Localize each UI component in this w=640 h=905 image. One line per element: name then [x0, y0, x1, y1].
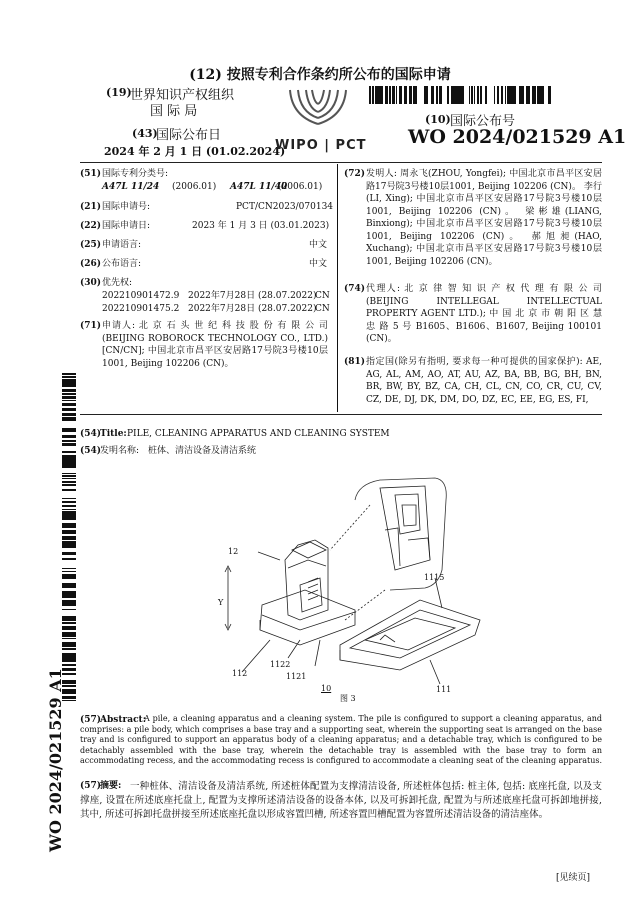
pub-date-label: 国际公布日: [156, 128, 222, 143]
barcode-bar: [62, 664, 76, 666]
barcode-bar: [62, 461, 76, 463]
barcode-bar: [509, 86, 511, 104]
barcode-bar: [62, 389, 76, 390]
barcode-bar: [62, 568, 76, 569]
barcode-bar: [455, 86, 456, 104]
barcode-bar: [62, 481, 76, 483]
barcode-bar: [62, 546, 76, 548]
org-code: (19): [106, 86, 132, 99]
barcode-bar: [62, 476, 76, 477]
header-rule: [80, 162, 602, 163]
barcode-bar: [409, 86, 411, 104]
barcode-bar: [62, 430, 76, 431]
barcode-bar: [62, 527, 76, 528]
barcode-bar: [541, 86, 542, 104]
priority-number: 202210901475.2: [102, 304, 180, 314]
side-publication-number: WO 2024/021529 A1: [46, 668, 65, 852]
barcode-bar: [62, 436, 76, 438]
barcode-bar: [469, 86, 470, 104]
barcode-bar: [62, 629, 76, 630]
barcode-bar: [62, 660, 76, 661]
barcode-bar: [392, 86, 393, 104]
barcode-bar: [62, 428, 76, 430]
barcode-bar: [62, 403, 76, 404]
barcode-bar: [62, 600, 76, 601]
barcode-bar: [62, 559, 76, 560]
barcode-bar: [62, 642, 76, 643]
barcode-bar: [62, 594, 76, 595]
title-en-code: (54): [80, 429, 102, 439]
pub-no-label: 国际公布号: [450, 114, 516, 129]
figure-label: 1122: [270, 660, 291, 669]
barcode-bar: [548, 86, 550, 104]
inventors: 发明人: 周永飞(ZHOU, Yongfei); 中国北京市昌平区安居路17号院3号楼10层1001, Beijing 102206 (CN)。 李行(LI, Xing); 中国北京市昌平区安居路17号院3号楼10层1001, Beijing 102206 (CN)。 梁彬雄(LIANG, Binxiong); 中国北京市昌平区安居路17号院3号楼10层1001, Beijing 102206 (CN)。 郝旭昶(HAO, Xuchang); 中国北京市昌平区安居路17号院3号楼10层1001, Beijing 102206 (CN)。: [366, 169, 602, 267]
barcode-bar: [400, 86, 402, 104]
title-cn-code: (54): [80, 446, 102, 456]
field-25-code: (25): [80, 240, 102, 250]
barcode-bar: [405, 86, 406, 104]
barcode-bar: [62, 627, 76, 628]
barcode-bar: [62, 578, 76, 579]
barcode-bar: [519, 86, 521, 104]
barcode-bar: [62, 574, 76, 576]
barcode-bar: [62, 584, 76, 586]
barcode-bar: [62, 638, 76, 639]
barcode-bar: [62, 384, 76, 386]
barcode-bar: [62, 531, 76, 532]
field-30-code: (30): [80, 278, 102, 288]
barcode: [368, 86, 552, 104]
pile-drawing: [180, 470, 520, 710]
barcode-bar: [62, 645, 76, 647]
barcode-bar: [471, 86, 472, 104]
barcode-bar: [62, 455, 76, 457]
barcode-bar: [377, 86, 378, 104]
barcode-bar: [62, 602, 76, 603]
barcode-bar: [380, 86, 382, 104]
barcode-bar: [62, 657, 76, 658]
barcode-bar: [472, 86, 473, 104]
barcode-bar: [62, 596, 76, 598]
figure-label: 1121: [286, 672, 307, 681]
barcode-bar: [411, 86, 412, 104]
barcode-bar: [526, 86, 527, 104]
barcode-bar: [532, 86, 534, 104]
abstract-en-label: Abstract:: [100, 715, 147, 725]
title-cn: 桩体、清洁设备及清洁系统: [148, 446, 257, 456]
barcode-bar: [62, 634, 76, 635]
barcode-bar: [62, 632, 76, 633]
pub-date-value: 2024 年 2 月 1 日 (01.02.2024): [104, 145, 286, 158]
barcode-bar: [447, 86, 448, 104]
abstract-en: A pile, a cleaning apparatus and a cleaning system. The pile is configured to support a cleaning apparatus, and comprises: a pile body, which comprises a base tray and a supporting seat, wherein the supporting seat is arranged on the base tray and is configured to support an apparatus body of a cleaning apparatus; and a detachable tray, which is configured to be detachably assembled with the base tray, wherein the detachable tray is assembled with the base tray to form an accommodating recess, and the accommodating recess is configured to accommodate a cleaning seat of the cleaning apparatus.: [80, 714, 603, 765]
barcode-bar: [62, 386, 76, 387]
barcode-bar: [62, 443, 76, 445]
barcode-bar: [382, 86, 383, 104]
barcode-bar: [441, 86, 442, 104]
barcode-bar: [62, 530, 76, 531]
title-en-label: Title:: [100, 429, 127, 439]
barcode-bar: [62, 451, 76, 452]
ipc-class-a: A47L 11/24: [102, 182, 160, 192]
barcode-bar: [62, 591, 76, 593]
barcode-bar: [542, 86, 544, 104]
barcode-bar: [413, 86, 414, 104]
barcode-bar: [62, 545, 76, 546]
abstract-en-code: (57): [80, 715, 102, 725]
barcode-bar: [431, 86, 432, 104]
barcode-bar: [62, 525, 76, 527]
barcode-bar: [62, 473, 76, 474]
barcode-bar: [62, 558, 76, 559]
barcode-bar: [529, 86, 530, 104]
abstract-cn-label: 摘要:: [100, 781, 122, 791]
barcode-bar: [62, 400, 76, 401]
barcode-bar: [457, 86, 459, 104]
barcode-bar: [62, 653, 76, 654]
barcode-bar: [389, 86, 391, 104]
barcode-bar: [62, 466, 76, 467]
barcode-bar: [62, 633, 76, 634]
field-22-label: 国际申请日:: [102, 221, 151, 231]
barcode-bar: [404, 86, 405, 104]
barcode-bar: [550, 86, 551, 104]
barcode-bar: [62, 467, 76, 468]
field-81-code: (81): [344, 357, 366, 367]
abstract-cn-code: (57): [80, 781, 102, 791]
side-barcode: [62, 372, 76, 702]
ipc-class-b: A47L 11/40: [230, 182, 288, 192]
field-71-code: (71): [80, 321, 102, 331]
barcode-bar: [62, 396, 76, 397]
barcode-bar: [62, 419, 76, 421]
barcode-bar: [62, 583, 76, 584]
barcode-bar: [62, 622, 76, 624]
pub-no-code: (10): [425, 113, 451, 126]
figure-label: Y: [218, 598, 224, 607]
barcode-bar: [62, 408, 76, 409]
barcode-bar: [62, 533, 76, 534]
barcode-bar: [448, 86, 449, 104]
barcode-bar: [460, 86, 462, 104]
barcode-bar: [62, 538, 76, 539]
barcode-bar: [513, 86, 515, 104]
logo-text: WIPO | PCT: [275, 138, 367, 153]
barcode-bar: [62, 457, 76, 458]
filing-date: 2023 年 1 月 3 日 (03.01.2023): [192, 221, 330, 231]
barcode-bar: [462, 86, 463, 104]
barcode-bar: [62, 475, 76, 476]
designated-states: 指定国(除另有指明, 要求每一种可提供的国家保护): AE, AG, AL, AM, AO, AT, AU, AZ, BA, BB, BG, BH, BN, BR, BW, BY, BZ, CA, CH, CL, CN, CO, CR, CU, CV, CZ, DE, DJ, DK, DM, DO, DZ, EC, EE, EG, ES, FI,: [366, 357, 602, 405]
barcode-bar: [369, 86, 370, 104]
barcode-bar: [62, 413, 76, 415]
barcode-bar: [62, 536, 76, 538]
barcode-bar: [62, 382, 76, 384]
barcode-bar: [62, 393, 76, 395]
barcode-bar: [62, 397, 76, 399]
barcode-bar: [62, 415, 76, 416]
applicant: 申请人: 北 京 石 头 世 纪 科 技 股 份 有 限 公 司 (BEIJING ROBOROCK TECHNOLOGY CO., LTD.) [CN/CN]; 中国北京市昌平区安居路17号院3号楼10层1001, Beijing 102206 (CN)。: [102, 321, 328, 369]
barcode-bar: [480, 86, 482, 104]
barcode-bar: [370, 86, 371, 104]
barcode-bar: [62, 635, 76, 636]
column-divider: [337, 164, 338, 412]
barcode-bar: [521, 86, 523, 104]
field-51-code: (51): [80, 169, 102, 179]
barcode-bar: [62, 464, 76, 466]
barcode-bar: [62, 505, 76, 507]
barcode-bar: [62, 515, 76, 516]
barcode-bar: [507, 86, 509, 104]
barcode-bar: [62, 603, 76, 605]
org-name: 世界知识产权组织: [130, 88, 235, 103]
barcode-bar: [62, 513, 76, 515]
field-21-label: 国际申请号:: [102, 202, 151, 212]
barcode-bar: [426, 86, 427, 104]
figure-label: 112: [232, 669, 248, 678]
barcode-bar: [378, 86, 380, 104]
barcode-bar: [393, 86, 395, 104]
barcode-bar: [512, 86, 513, 104]
figure-label: 111: [436, 685, 452, 694]
field-74-code: (74): [344, 284, 366, 294]
barcode-bar: [432, 86, 434, 104]
barcode-bar: [62, 440, 76, 442]
title-rule: [80, 414, 602, 415]
field-30-label: 优先权:: [102, 278, 133, 288]
barcode-bar: [414, 86, 415, 104]
barcode-bar: [62, 379, 76, 381]
title-cn-label: 发明名称:: [100, 446, 140, 456]
org-sub: 国 际 局: [150, 104, 198, 119]
barcode-bar: [527, 86, 528, 104]
barcode-bar: [62, 519, 76, 520]
barcode-bar: [515, 86, 516, 104]
barcode-bar: [62, 478, 76, 479]
field-21-code: (21): [80, 202, 102, 212]
continued-marker: [见续页]: [556, 873, 591, 883]
barcode-bar: [62, 404, 76, 406]
barcode-bar: [454, 86, 455, 104]
side-barcode-bars: [62, 372, 76, 702]
barcode-bar: [386, 86, 388, 104]
barcode-bar: [62, 409, 76, 410]
barcode-bar: [424, 86, 426, 104]
barcode-bar: [62, 595, 76, 596]
barcode-bar: [62, 509, 76, 510]
barcode-bar: [62, 501, 76, 503]
barcode-bar: [62, 381, 76, 382]
priority-number: 202210901472.9: [102, 291, 180, 301]
barcode-bar: [501, 86, 503, 104]
application-number: PCT/CN2023/070134: [236, 202, 334, 212]
barcode-bar: [62, 459, 76, 460]
barcode-bar: [494, 86, 495, 104]
filing-language: 中文: [309, 240, 328, 250]
barcode-bar: [62, 617, 76, 619]
barcode-bar: [375, 86, 377, 104]
barcode-bar: [62, 661, 76, 662]
barcode-bar: [406, 86, 407, 104]
barcode-bar: [62, 554, 76, 555]
barcode-bar: [62, 517, 76, 519]
figure-label: 12: [228, 547, 239, 556]
barcode-bar: [62, 628, 76, 629]
field-22-code: (22): [80, 221, 102, 231]
barcode-bar: [62, 552, 76, 554]
barcode-bar: [539, 86, 541, 104]
barcode-bar: [439, 86, 441, 104]
figure-label: 10: [321, 684, 332, 693]
barcode-bar: [62, 418, 76, 419]
barcode-bar: [62, 374, 76, 375]
field-51-label: 国际专利分类号:: [102, 169, 169, 179]
barcode-bar: [62, 658, 76, 660]
barcode-bar: [372, 86, 374, 104]
barcode-bar: [62, 587, 76, 588]
barcode-bar: [62, 636, 76, 637]
barcode-bar: [62, 390, 76, 392]
barcode-bar: [62, 656, 76, 657]
barcode-bar: [62, 435, 76, 436]
pub-number: WO 2024/021529 A1: [408, 126, 627, 148]
barcode-bar: [62, 376, 76, 378]
barcode-bar: [62, 460, 76, 461]
priority-country: CN: [315, 304, 330, 314]
barcode-bar: [427, 86, 428, 104]
barcode-bar: [62, 543, 76, 545]
field-26-label: 公布语言:: [102, 259, 142, 269]
barcode-bar: [62, 498, 76, 499]
figure-label: 1115: [424, 573, 445, 582]
barcode-bar: [505, 86, 506, 104]
barcode-bar: [456, 86, 457, 104]
priority-date: 2022年7月28日 (28.07.2022): [188, 291, 317, 301]
barcode-bar: [62, 523, 76, 525]
barcode-bar: [485, 86, 487, 104]
barcode-bar: [62, 431, 76, 432]
barcode-bar: [528, 86, 529, 104]
barcode-bar: [62, 458, 76, 459]
document-type-title: (12) 按照专利合作条约所公布的国际申请: [189, 67, 451, 83]
barcode-bar: [62, 601, 76, 602]
barcode-bar: [511, 86, 512, 104]
barcode-bar: [62, 593, 76, 594]
field-26-code: (26): [80, 259, 102, 269]
barcode-bar: [463, 86, 464, 104]
barcode-bar: [451, 86, 453, 104]
barcode-bar: [396, 86, 397, 104]
barcode-bar: [523, 86, 524, 104]
barcode-bar: [62, 484, 76, 486]
title-en: PILE, CLEANING APPARATUS AND CLEANING SYSTEM: [127, 429, 390, 439]
barcode-bar: [62, 373, 76, 374]
barcode-bar: [62, 445, 76, 446]
barcode-bar: [62, 616, 76, 617]
barcode-bar: [62, 539, 76, 540]
figure-caption: 图 3: [340, 694, 356, 703]
barcode-bar: [534, 86, 535, 104]
barcode-bar: [477, 86, 479, 104]
field-25-label: 申请语言:: [102, 240, 142, 250]
barcode-bar: [62, 654, 76, 656]
barcode-bar: [436, 86, 438, 104]
barcode-bar: [62, 609, 76, 610]
barcode-bar: [62, 463, 76, 464]
barcode-bar: [62, 532, 76, 533]
ipc-class-a-date: (2006.01): [172, 182, 217, 192]
barcode-bar: [62, 452, 76, 453]
priority-country: CN: [315, 291, 330, 301]
barcode-bar: [459, 86, 460, 104]
barcode-bar: [62, 410, 76, 411]
barcode-bar: [62, 648, 76, 649]
priority-date: 2022年7月28日 (28.07.2022): [188, 304, 317, 314]
barcode-bar: [62, 643, 76, 645]
barcode-bar: [453, 86, 454, 104]
barcode-bar: [62, 489, 76, 491]
barcode-bar: [62, 619, 76, 621]
barcode-bars: [368, 86, 552, 104]
agent: 代理人: 北 京 律 智 知 识 产 权 代 理 有 限 公 司 (BEIJING INTELLEGAL INTELLECTUAL PROPERTY AGENT LTD.); 中 国 北 京 市 朝 阳 区 慧 忠 路 5 号 B1605、B1606、B1607, Beijing 100101 (CN)。: [366, 284, 602, 344]
barcode-bar: [537, 86, 539, 104]
barcode-bar: [62, 511, 76, 513]
barcode-bar: [399, 86, 400, 104]
barcode-bar: [62, 417, 76, 418]
barcode-bar: [62, 649, 76, 650]
barcode-bar: [62, 576, 76, 578]
barcode-bar: [497, 86, 499, 104]
barcode-bar: [535, 86, 536, 104]
ipc-class-b-date: (2006.01): [278, 182, 323, 192]
barcode-bar: [474, 86, 475, 104]
barcode-bar: [62, 586, 76, 587]
barcode-bar: [62, 626, 76, 627]
barcode-bar: [415, 86, 417, 104]
field-72-code: (72): [344, 169, 366, 179]
barcode-bar: [62, 516, 76, 517]
pub-date-code: (43): [132, 127, 158, 140]
publication-language: 中文: [309, 259, 328, 269]
patent-figure: [180, 470, 520, 710]
abstract-cn: 一种桩体、清洁设备及清洁系统, 所述桩体配置为支撑清洁设备, 所述桩体包括: 桩主体, 包括: 底座托盘, 以及支撑座, 设置在所述底座托盘上, 配置为支撑所述清洁设备的设备本体, 以及可拆卸托盘, 配置为与所述底座托盘可拆卸地拼接, 其中, 所述可拆卸托盘拼接至所述底座托盘以形成容置凹槽, 所述容置凹槽配置为容置所述清洁设备的清洁座体。: [80, 781, 602, 820]
barcode-bar: [62, 541, 76, 543]
barcode-bar: [62, 605, 76, 606]
barcode-bar: [62, 571, 76, 572]
barcode-bar: [385, 86, 386, 104]
